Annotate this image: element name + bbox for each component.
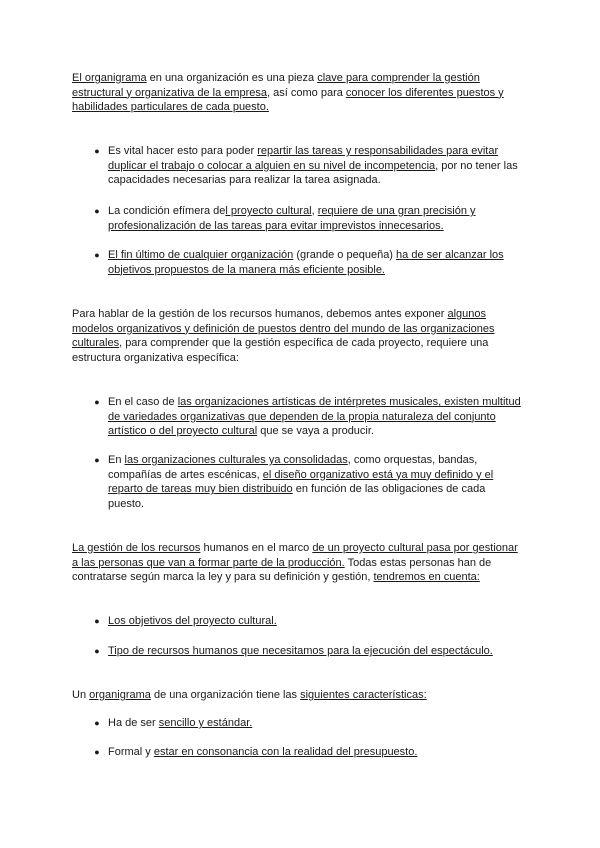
underlined-text: repartir las tareas y responsabilidades para evitar duplicar el trabajo o colocar a alguien en su nivel de incompetencia [108, 145, 499, 172]
list-item-tipo-recursos [94, 644, 524, 659]
list-item-sencillo [94, 716, 524, 731]
list-item-fin-ultimo [94, 248, 524, 277]
underlined-text: sencillo y estándar. [158, 717, 253, 729]
bullet-icon: ● [94, 250, 100, 260]
text-span: Es vital hacer esto para poder [108, 145, 258, 157]
bullet-icon: ● [94, 718, 100, 728]
paragraph-organigrama-intro [72, 71, 524, 115]
underlined-text: ha de ser alcanzar los objetivos propuestos de la manera más eficiente posible. [108, 249, 504, 276]
text-span: , así como para [267, 86, 346, 99]
bullet-icon: ● [94, 146, 100, 156]
text-span: que se vaya a producir. [257, 425, 374, 438]
underlined-text: l proyecto cultural [225, 205, 312, 217]
list-item-objetivos [94, 614, 524, 629]
text-span: Formal y [108, 746, 154, 758]
underlined-text: siguientes características: [300, 689, 427, 701]
list-item-organizaciones-consolidadas [94, 453, 524, 511]
bullet-icon: ● [94, 616, 100, 626]
text-span: en una organización es una pieza [146, 72, 318, 84]
bullet-icon: ● [94, 455, 100, 465]
underlined-text: requiere de una gran precisión y profesionalización de las tareas para evitar imprevistos innecesarios. [108, 205, 476, 232]
underlined-text: Los objetivos del proyecto cultural. [108, 615, 277, 627]
bullet-icon: ● [94, 206, 100, 216]
text-span: en función de las obligaciones de cada puesto. [108, 483, 486, 510]
underlined-text: algunos modelos organizativos y definición de puestos dentro del mundo de las organizaciones culturales [72, 308, 495, 350]
underlined-text: El fin último de cualquier organización [108, 249, 294, 261]
underlined-text: Tipo de recursos humanos que necesitamos para la ejecución del espectáculo. [108, 645, 493, 657]
underlined-text: las organizaciones culturales ya consolidadas [124, 454, 348, 466]
underlined-text: de un proyecto cultural pasa por gestionar a las personas que van a formar parte de la producción. [72, 542, 518, 569]
underlined-text: tendremos en cuenta: [373, 571, 480, 584]
text-span: Para hablar de la gestión de los recursos humanos, debemos antes exponer [72, 308, 448, 320]
list-item-organizaciones-artisticas [94, 395, 524, 439]
text-span: humanos en el marco [200, 542, 313, 554]
text-span: , como orquestas, bandas, compañías de artes escénicas, [108, 454, 478, 481]
underlined-text: clave para comprender la gestión estructural y organizativa de la empresa [72, 72, 480, 99]
text-span: (grande o pequeña) [293, 249, 397, 261]
underlined-text: organigrama [89, 689, 151, 701]
text-span: Un [72, 689, 90, 701]
underlined-text: las organizaciones artísticas de intérpretes musicales, existen multitud de variedades organizativas que dependen de la propia naturaleza del conjunto artístico o del proyecto cultural [108, 396, 521, 438]
underlined-text: conocer los diferentes puestos y habilidades particulares de cada puesto. [72, 86, 504, 114]
bullet-icon: ● [94, 747, 100, 757]
text-span: de una organización tiene las [150, 689, 301, 701]
paragraph-gestion-proyecto [72, 541, 524, 585]
list-item-condicion-efimera [94, 204, 524, 233]
bullet-icon: ● [94, 397, 100, 407]
text-span: , por no tener las capacidades necesarias para realizar la tarea asignada. [108, 159, 518, 187]
text-span: Todas estas personas han de contratarse según marca la ley y para su definición y gestión, [72, 556, 492, 584]
text-span: En el caso de [108, 396, 178, 408]
underlined-text: el diseño organizativo está ya muy definido y el reparto de tareas muy bien distribuido [108, 468, 494, 496]
text-span: , para comprender que la gestión específica de cada proyecto, requiere una estructura organizativa específica: [72, 337, 489, 364]
text-span: Ha de ser [108, 717, 159, 729]
bullet-icon: ● [94, 646, 100, 656]
paragraph-caracteristicas [72, 688, 524, 703]
list-item-formal [94, 745, 524, 760]
text-span: La condición efímera de [108, 205, 226, 217]
list-item-repartir-tareas [94, 144, 524, 188]
underlined-text: estar en consonancia con la realidad del presupuesto. [153, 746, 418, 758]
paragraph-gestion-recursos [72, 307, 524, 365]
underlined-text: El organigrama [72, 72, 147, 84]
text-span: , [311, 205, 318, 217]
text-span: En [108, 454, 125, 466]
underlined-text: La gestión de los recursos [72, 542, 201, 554]
